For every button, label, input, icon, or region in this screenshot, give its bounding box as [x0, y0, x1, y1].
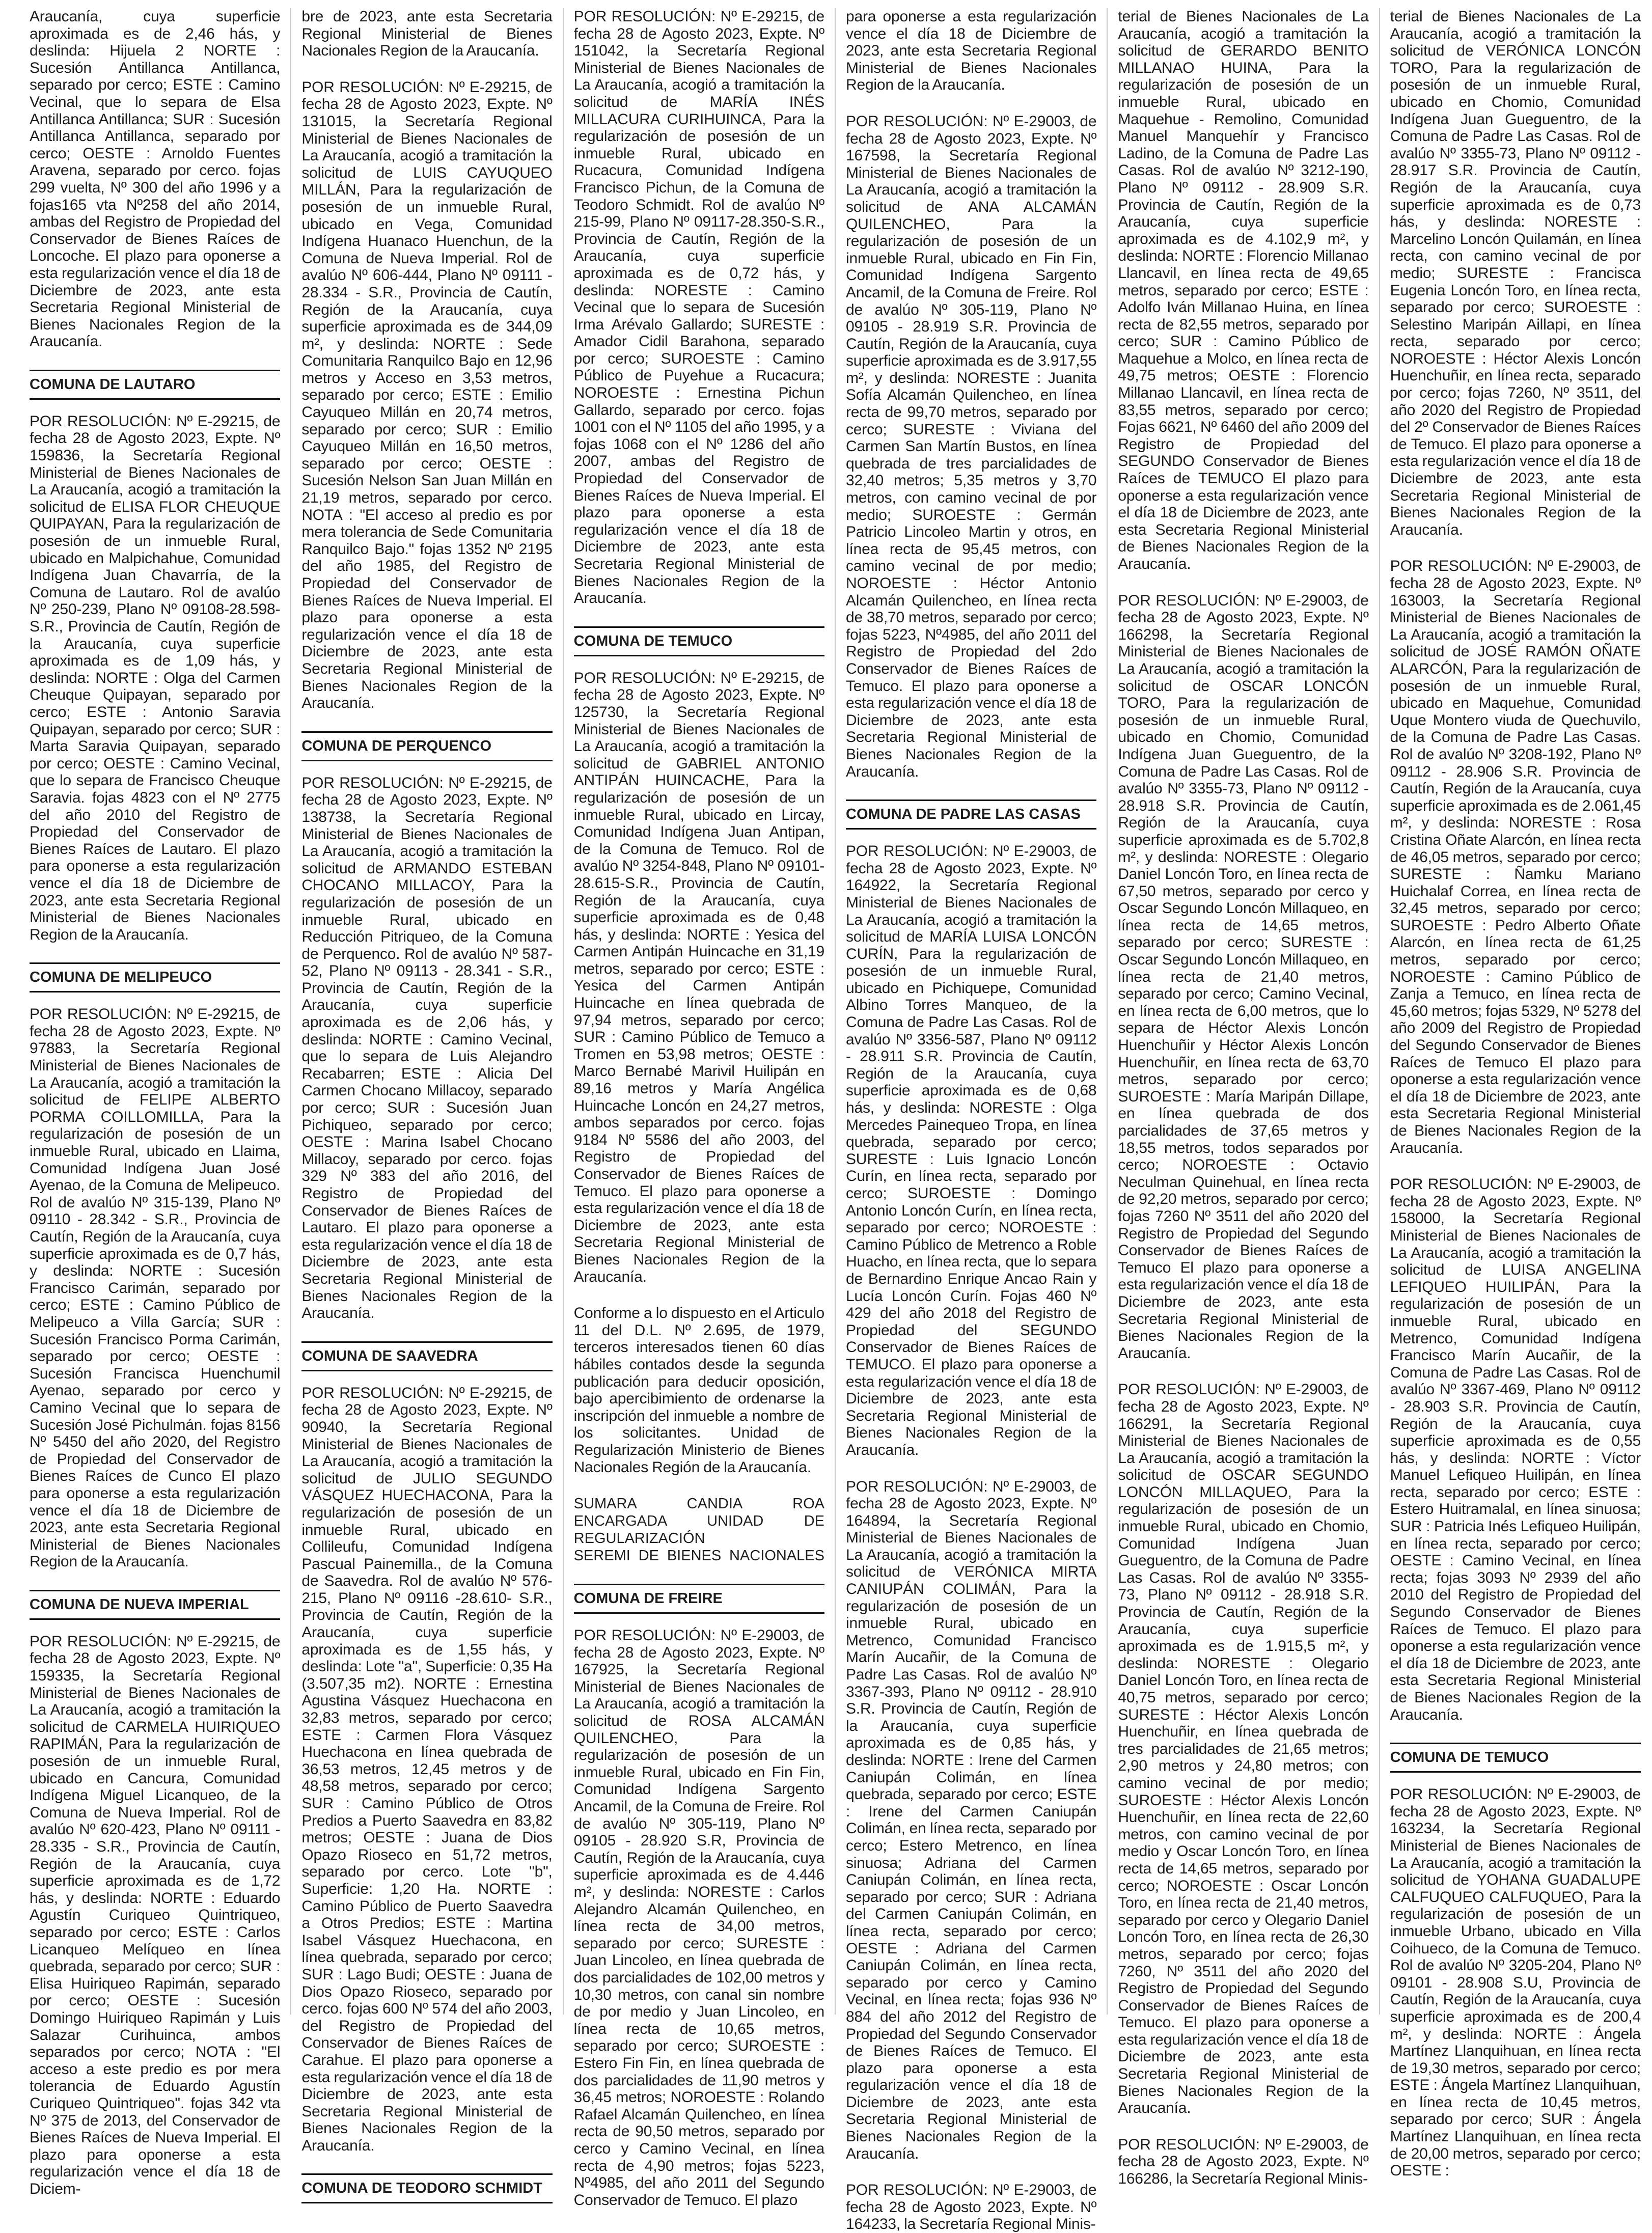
column-3 [573, 8, 824, 2209]
notice-paragraph: POR RESOLUCIÓN: Nº E-29003, de fecha 28 de Agosto 2023, Expte. Nº 167598, la Secretaría Regional Ministerial de Bienes Nacionales de La Araucanía, acogió a tramitación la solicitud de ANA ALCAMÁN QUILENCHEO, Para la regularización de posesión de un inmueble Rural, ubicado en Fin Fin, Comunidad Indígena Sargento Ancamil, de la Comuna de Freire. Rol de avalúo Nº 305-119, Plano Nº 09105 - 28.919 S.R. Provincia de Cautín, Región de la Araucanía, cuya superficie aproximada es de 3.917,55 m², y deslinda: NORESTE : Juanita Sofía Alcamán Quilencheo, en línea recta de 99,70 metros, separado por cerco; SURESTE : Viviana del Carmen San Martín Bustos, en línea quebrada de tres parcialidades de 32,40 metros; 5,35 metros y 3,70 metros, con camino vecinal de por medio; SUROESTE : Germán Patricio Lincoleo Martin y otros, en línea recta de 95,45 metros, con camino vecinal de por medio; NOROESTE : Héctor Antonio Alcamán Quilencheo, en línea recta de 38,70 metros, separado por cerco; fojas 5223, Nº4985, del año 2011 del Registro de Propiedad del 2do Conservador de Bienes Raíces de Temuco. El plazo para oponerse a esta regularización vence el día 18 de Diciembre de 2023, ante esta Secretaria Regional Ministerial de Bienes Nacionales Region de la Araucanía. [846, 113, 1097, 780]
comuna-heading: COMUNA DE SAAVEDRA [301, 1341, 552, 1371]
column-5 [1118, 8, 1369, 2188]
notice-paragraph: POR RESOLUCIÓN: Nº E-29215, de fecha 28 de Agosto 2023, Expte. Nº 151042, la Secretaría Regional Ministerial de Bienes Nacionales de La Araucanía, acogió a tramitación la solicitud de MARÍA INÉS MILLACURA CURIHUINCA, Para la regularización de posesión de un inmueble Rural, ubicado en Rucacura, Comunidad Indígena Francisco Pichun, de la Comuna de Teodoro Schmidt. Rol de avalúo Nº 215-99, Plano Nº 09117-28.350-S.R., Provincia de Cautín, Región de la Araucanía, cuya superficie aproximada es de 0,72 hás, y deslinda: NORESTE : Camino Vecinal que lo separa de Sucesión Irma Arévalo Gallardo; SURESTE : Amador Cidil Barahona, separado por cerco; SUROESTE : Camino Público de Puyehue a Rucacura; NOROESTE : Ernestina Pichun Gallardo, separado por cerco. fojas 1001 con el Nº 1105 del año 1995, y a fojas 1068 con el Nº 1286 del año 2007, ambas del Registro de Propiedad del Conservador de Bienes Raíces de Nueva Imperial. El plazo para oponerse a esta regularización vence el día 18 de Diciembre de 2023, ante esta Secretaria Regional Ministerial de Bienes Nacionales Region de la Araucanía. [573, 8, 824, 607]
notice-paragraph: terial de Bienes Nacionales de La Araucanía, acogió a tramitación la solicitud de GERARDO BENITO MILLANAO HUINA, Para la regularización de posesión de un inmueble Rural, ubicado en Maquehue - Remolino, Comunidad Manuel Manquehír y Francisco Ladino, de la Comuna de Padre Las Casas. Rol de avalúo Nº 3212-190, Plano Nº 09112 - 28.909 S.R. Provincia de Cautín, Región de la Araucanía, cuya superficie aproximada es de 4.102,9 m², y deslinda: NORTE : Florencio Millanao Llancavil, en línea recta de 49,65 metros, separado por cerco; ESTE : Adolfo Iván Millanao Huina, en línea recta de 82,55 metros, separado por cerco; SUR : Camino Público de Maquehue a Molco, en línea recta de 49,75 metros; OESTE : Florencio Millanao Llancavil, en línea recta de 83,55 metros, separado por cerco; Fojas 6621, Nº 6460 del año 2009 del Registro de Propiedad del SEGUNDO Conservador de Bienes Raíces de TEMUCO El plazo para oponerse a esta regularización vence el día 18 de Diciembre de 2023, ante esta Secretaria Regional Ministerial de Bienes Nacionales Region de la Araucanía. [1118, 8, 1369, 572]
signature-line: SUMARA CANDIA ROA [573, 1496, 824, 1512]
notice-paragraph: POR RESOLUCIÓN: Nº E-29215, de fecha 28 de Agosto 2023, Expte. Nº 159836, la Secretaría Regional Ministerial de Bienes Nacionales de La Araucanía, acogió a tramitación la solicitud de ELISA FLOR CHEUQUE QUIPAYAN, Para la regularización de posesión de un inmueble Rural, ubicado en Malpichahue, Comunidad Indígena Juan Chavarría, de la Comuna de Lautaro. Rol de avalúo Nº 250-239, Plano Nº 09108-28.598-S.R., Provincia de Cautín, Región de la Araucanía, cuya superficie aproximada es de 1,09 hás, y deslinda: NORTE : Olga del Carmen Cheuque Quipayan, separado por cerco; ESTE : Antonio Saravia Quipayan, separado por cerco; SUR : Marta Saravia Quipayan, separado por cerco; OESTE : Camino Vecinal, que lo separa de Francisco Cheuque Saravia. fojas 4823 con el Nº 2775 del año 2010 del Registro de Propiedad del Conservador de Bienes Raíces de Lautaro. El plazo para oponerse a esta regularización vence el día 18 de Diciembre de 2023, ante esta Secretaria Regional Ministerial de Bienes Nacionales Region de la Araucanía. [30, 412, 281, 943]
notice-paragraph: POR RESOLUCIÓN: Nº E-29003, de fecha 28 de Agosto 2023, Expte. Nº 158000, la Secretaría Regional Ministerial de Bienes Nacionales de La Araucanía, acogió a tramitación la solicitud de LUISA ANGELINA LEFIQUEO HUILIPÁN, Para la regularización de posesión de un inmueble Rural, ubicado en Metrenco, Comunidad Indígena Francisco Marín Aucañir, de la Comuna de Padre Las Casas. Rol de avalúo Nº 3367-469, Plano Nº 09112 - 28.903 S.R. Provincia de Cautín, Región de la Araucanía, cuya superficie aproximada es de 0,55 hás, y deslinda: NORTE : Víctor Manuel Lefiqueo Huilipán, en línea recta, separado por cerco; ESTE : Estero Huitramalal, en línea sinuosa; SUR : Patricia Inés Lefiqueo Huilipán, en línea recta, separado por cerco; OESTE : Camino Vecinal, en línea recta; fojas 3093 Nº 2939 del año 2010 del Registro de Propiedad del Segundo Conservador de Bienes Raíces de Temuco. El plazo para oponerse a esta regularización vence el día 18 de Diciembre de 2023, ante esta Secretaria Regional Ministerial de Bienes Nacionales Region de la Araucanía. [1390, 1176, 1641, 1723]
notice-paragraph: POR RESOLUCIÓN: Nº E-29215, de fecha 28 de Agosto 2023, Expte. Nº 131015, la Secretaría Regional Ministerial de Bienes Nacionales de La Araucanía, acogió a tramitación la solicitud de LUIS CAYUQUEO MILLÁN, Para la regularización de posesión de un inmueble Rural, ubicado en Vega, Comunidad Indígena Huanaco Huenchun, de la Comuna de Nueva Imperial. Rol de avalúo Nº 606-444, Plano Nº 09111 - 28.334 - S.R., Provincia de Cautín, Región de la Araucanía, cuya superficie aproximada es de 344,09 m², y deslinda: NORTE : Sede Comunitaria Ranquilco Bajo en 12,96 metros y Acceso en 3,53 metros, separado por cerco; ESTE : Emilio Cayuqueo Millán en 20,74 metros, separado por cerco; SUR : Emilio Cayuqueo Millán en 16,50 metros, separado por cerco; OESTE : Sucesión Nelson San Juan Millán en 21,19 metros, separado por cerco. NOTA : "El acceso al predio es por mera tolerancia de Sede Comunitaria Ranquilco Bajo." fojas 1352 Nº 2195 del año 1985, del Registro de Propiedad del Conservador de Bienes Raíces de Nueva Imperial. El plazo para oponerse a esta regularización vence el día 18 de Diciembre de 2023, ante esta Secretaria Regional Ministerial de Bienes Nacionales Region de la Araucanía. [301, 78, 553, 712]
signature-block [574, 1495, 824, 1564]
notice-paragraph: POR RESOLUCIÓN: Nº E-29215, de fecha 28 de Agosto 2023, Expte. Nº 125730, la Secretaría Regional Ministerial de Bienes Nacionales de La Araucanía, acogió a tramitación la solicitud de GABRIEL ANTONIO ANTIPÁN HUINCACHE, Para la regularización de posesión de un inmueble Rural, ubicado en Lircay, Comunidad Indígena Juan Antipan, de la Comuna de Temuco. Rol de avalúo Nº 3254-848, Plano Nº 09101-28.615-S.R., Provincia de Cautín, Región de la Araucanía, cuya superficie aproximada es de 0,48 hás, y deslinda: NORTE : Yesica del Carmen Antipán Huincache en 31,19 metros, separado por cerco; ESTE : Yesica del Carmen Antipán Huincache en línea quebrada de 97,94 metros, separado por cerco; SUR : Camino Público de Temuco a Tromen en 53,98 metros; OESTE : Marco Bernabé Marivil Huilipán en 89,16 metros y María Angélica Huincache Loncón en 24,27 metros, ambos separados por cerco. fojas 9184 Nº 5586 del año 2003, del Registro de Propiedad del Conservador de Bienes Raíces de Temuco. El plazo para oponerse a esta regularización vence el día 18 de Diciembre de 2023, ante esta Secretaria Regional Ministerial de Bienes Nacionales Region de la Araucanía. [573, 669, 824, 1285]
comuna-heading: COMUNA DE LAUTARO [30, 370, 280, 400]
comuna-heading: COMUNA DE TEMUCO [1390, 1743, 1641, 1773]
comuna-heading: COMUNA DE TEMUCO [574, 626, 824, 656]
column-6 [1390, 8, 1641, 2180]
column-1 [30, 8, 281, 2197]
notice-paragraph: POR RESOLUCIÓN: Nº E-29003, de fecha 28 de Agosto 2023, Expte. Nº 167925, la Secretaría Regional Ministerial de Bienes Nacionales de La Araucanía, acogió a tramitación la solicitud de ROSA ALCAMÁN QUILENCHEO, Para la regularización de posesión de un inmueble Rural, ubicado en Fin Fin, Comunidad Indígena Sargento Ancamil, de la Comuna de Freire. Rol de avalúo Nº 305-119, Plano Nº 09105 - 28.920 S.R, Provincia de Cautín, Región de la Araucanía, cuya superficie aproximada es de 4.446 m², y deslinda: NORESTE : Carlos Alejandro Alcamán Quilencheo, en línea recta de 34,00 metros, separado por cerco; SURESTE : Juan Lincoleo, en línea quebrada de dos parcialidades de 102,00 metros y 10,30 metros, con canal sin nombre de por medio y Juan Lincoleo, en línea recta de 10,65 metros, separado por cerco; SUROESTE : Estero Fin Fin, en línea quebrada de dos parcialidades de 11,90 metros y 36,45 metros; NOROESTE : Rolando Rafael Alcamán Quilencheo, en línea recta de 90,50 metros, separado por cerco y Camino Vecinal, en línea recta de 4,90 metros; fojas 5223, Nº4985, del año 2011 del Segundo Conservador de Temuco. El plazo [573, 1627, 824, 2209]
notice-paragraph: terial de Bienes Nacionales de La Araucanía, acogió a tramitación la solicitud de VERÓNICA LONCÓN TORO, Para la regularización de posesión de un inmueble Rural, ubicado en Chomio, Comunidad Indígena Juan Gueguentro, de la Comuna de Padre Las Casas. Rol de avalúo Nº 3355-73, Plano Nº 09112 - 28.917 S.R. Provincia de Cautín, Región de la Araucanía, cuya superficie aproximada es de 0,73 hás, y deslinda: NORESTE : Marcelino Loncón Quilamán, en línea recta, con camino vecinal de por medio; SURESTE : Francisca Eugenia Loncón Toro, en línea recta, separado por cerco; SUROESTE : Selestino Maripán Aillapi, en línea recta, separado por cerco; NOROESTE : Héctor Alexis Loncón Huenchuñir, en línea recta, separado por cerco; fojas 7260, Nº 3511, del año 2020 del Registro de Propiedad del 2º Conservador de Bienes Raíces de Temuco. El plazo para oponerse a esta regularización vence el día 18 de Diciembre de 2023, ante esta Secretaria Regional Ministerial de Bienes Nacionales Region de la Araucanía. [1390, 8, 1641, 538]
comuna-heading: COMUNA DE MELIPEUCO [30, 962, 280, 993]
signature-line: SEREMI DE BIENES NACIONALES [573, 1548, 824, 1564]
notice-paragraph: POR RESOLUCIÓN: Nº E-29003, de fecha 28 de Agosto 2023, Expte. Nº 163234, la Secretaría Regional Ministerial de Bienes Nacionales de La Araucanía, acogió a tramitación la solicitud de YOHANA GUADALUPE CALFUQUEO CALFUQUEO, Para la regularización de posesión de un inmueble Urbano, ubicado en Villa Coihueco, de la Comuna de Temuco. Rol de avalúo Nº 3205-204, Plano Nº 09101 - 28.908 S.U, Provincia de Cautín, Región de la Araucanía, cuya superficie aproximada es de 200,4 m², y deslinda: NORTE : Ángela Martínez Llanquihuan, en línea recta de 19,30 metros, separado por cerco; ESTE : Ángela Martínez Llanquihuan, en línea recta de 10,45 metros, separado por cerco; SUR : Ángela Martínez Llanquihuan, en línea recta de 20,00 metros, separado por cerco; OESTE : [1390, 1786, 1641, 2180]
notice-paragraph: POR RESOLUCIÓN: Nº E-29003, de fecha 28 de Agosto 2023, Expte. Nº 163003, la Secretaría Regional Ministerial de Bienes Nacionales de La Araucanía, acogió a tramitación la solicitud de JOSÉ RAMÓN OÑATE ALARCÓN, Para la regularización de posesión de un inmueble Rural, ubicado en Maquehue, Comunidad Uque Montero viuda de Quechuvilo, de la Comuna de Padre Las Casas. Rol de avalúo Nº 3208-192, Plano Nº 09112 - 28.906 S.R. Provincia de Cautín, Región de la Araucanía, cuya superficie aproximada es de 2.061,45 m², y deslinda: NORESTE : Rosa Cristina Oñate Alarcón, en línea recta de 46,05 metros, separado por cerco; SURESTE : Ñamku Mariano Huichalaf Correa, en línea recta de 32,45 metros, separado por cerco; SUROESTE : Pedro Alberto Oñate Alarcón, en línea recta de 61,25 metros, separado por cerco; NOROESTE : Camino Público de Zanja a Temuco, en línea recta de 45,60 metros; fojas 5329, Nº 5278 del año 2009 del Registro de Propiedad del Segundo Conservador de Bienes Raíces de Temuco El plazo para oponerse a esta regularización vence el día 18 de Diciembre de 2023, ante esta Secretaria Regional Ministerial de Bienes Nacionales Region de la Araucanía. [1390, 558, 1641, 1156]
notice-paragraph: POR RESOLUCIÓN: Nº E-29003, de fecha 28 de Agosto 2023, Expte. Nº 164922, la Secretaría Regional Ministerial de Bienes Nacionales de La Araucanía, acogió a tramitación la solicitud de MARÍA LUISA LONCÓN CURÍN, Para la regularización de posesión de un inmueble Rural, ubicado en Pichiquepe, Comunidad Albino Torres Manqueo, de la Comuna de Padre Las Casas. Rol de avalúo Nº 3356-587, Plano Nº 09112 - 28.911 S.R. Provincia de Cautín, Región de la Araucanía, cuya superficie aproximada es de 0,68 hás, y deslinda: NORESTE : Olga Mercedes Painequeo Tropa, en línea quebrada, separado por cerco; SURESTE : Luis Ignacio Loncón Curín, en línea recta, separado por cerco; SUROESTE : Domingo Antonio Loncón Curín, en línea recta, separado por cerco; NOROESTE : Camino Público de Metrenco a Roble Huacho, en línea recta, que lo separa de Bernardino Enrique Ancao Rain y Lucía Loncón Curín. Fojas 460 Nº 429 del año 2018 del Registro de Propiedad del SEGUNDO Conservador de Bienes Raíces de TEMUCO. El plazo para oponerse a esta regularización vence el día 18 de Diciembre de 2023, ante esta Secretaria Regional Ministerial de Bienes Nacionales Region de la Araucanía. [846, 843, 1097, 1458]
notice-paragraph: para oponerse a esta regularización vence el día 18 de Diciembre de 2023, ante esta Secretaria Regional Ministerial de Bienes Nacionales Region de la Araucanía. [846, 8, 1097, 94]
column-4 [846, 8, 1097, 2233]
signature-line: REGULARIZACIÓN [573, 1530, 705, 1547]
comuna-heading: COMUNA DE PADRE LAS CASAS [846, 800, 1096, 830]
notice-paragraph: POR RESOLUCIÓN: Nº E-29215, de fecha 28 de Agosto 2023, Expte. Nº 138738, la Secretaría Regional Ministerial de Bienes Nacionales de La Araucanía, acogió a tramitación la solicitud de ARMANDO ESTEBAN CHOCANO MILLACOY, Para la regularización de posesión de un inmueble Rural, ubicado en Reducción Pitriqueo, de la Comuna de Perquenco. Rol de avalúo Nº 587-52, Plano Nº 09113 - 28.341 - S.R., Provincia de Cautín, Región de la Araucanía, cuya superficie aproximada es de 2,06 hás, y deslinda: NORTE : Camino Vecinal, que lo separa de Luis Alejandro Recabarren; ESTE : Alicia Del Carmen Chocano Millacoy, separado por cerco; SUR : Sucesión Juan Pichiqueo, separado por cerco; OESTE : Marina Isabel Chocano Millacoy, separado por cerco. fojas 329 Nº 383 del año 2016, del Registro de Propiedad del Conservador de Bienes Raíces de Lautaro. El plazo para oponerse a esta regularización vence el día 18 de Diciembre de 2023, ante esta Secretaria Regional Ministerial de Bienes Nacionales Region de la Araucanía. [301, 774, 553, 1322]
notice-paragraph: POR RESOLUCIÓN: Nº E-29003, de fecha 28 de Agosto 2023, Expte. Nº 164894, la Secretaría Regional Ministerial de Bienes Nacionales de La Araucanía, acogió a tramitación la solicitud de VERÓNICA MIRTA CANIUPÁN COLIMÁN, Para la regularización de posesión de un inmueble Rural, ubicado en Metrenco, Comunidad Francisco Marín Aucañir, de la Comuna de Padre Las Casas. Rol de avalúo Nº 3367-393, Plano Nº 09112 - 28.910 S.R. Provincia de Cautín, Región de la Araucanía, cuya superficie aproximada es de 0,85 hás, y deslinda: NORTE : Irene del Carmen Caniupán Colimán, en línea quebrada, separado por cerco; ESTE : Irene del Carmen Caniupán Colimán, en línea recta, separado por cerco; Estero Metrenco, en línea sinuosa; Adriana del Carmen Caniupán Colimán, en línea recta, separado por cerco; SUR : Adriana del Carmen Caniupán Colimán, en línea recta, separado por cerco; OESTE : Adriana del Carmen Caniupán Colimán, en línea recta, separado por cerco y Camino Vecinal, en línea recta; fojas 936 Nº 884 del año 2012 del Registro de Propiedad del Segundo Conservador de Bienes Raíces de Temuco. El plazo para oponerse a esta regularización vence el día 18 de Diciembre de 2023, ante esta Secretaria Regional Ministerial de Bienes Nacionales Region de la Araucanía. [846, 1478, 1097, 2162]
notice-paragraph: bre de 2023, ante esta Secretaria Regional Ministerial de Bienes Nacionales Region de la Araucanía. [301, 8, 553, 60]
comuna-heading: COMUNA DE PERQUENCO [301, 731, 552, 761]
notice-paragraph: POR RESOLUCIÓN: Nº E-29003, de fecha 28 de Agosto 2023, Expte. Nº 166291, la Secretaría Regional Ministerial de Bienes Nacionales de La Araucanía, acogió a tramitación la solicitud de OSCAR SEGUNDO LONCÓN MILLAQUEO, Para la regularización de posesión de un inmueble Rural, ubicado en Chomio, Comunidad Indígena Juan Gueguentro, de la Comuna de Padre Las Casas. Rol de avalúo Nº 3355-73, Plano Nº 09112 - 28.918 S.R. Provincia de Cautín, Región de la Araucanía, cuya superficie aproximada es de 1.915,5 m², y deslinda: NORESTE : Olegario Daniel Loncón Toro, en línea recta de 40,75 metros, separado por cerco; SURESTE : Héctor Alexis Loncón Huenchuñir, en línea quebrada de tres parcialidades de 21,65 metros; 2,90 metros y 24,80 metros; con camino vecinal de por medio; SUROESTE : Héctor Alexis Loncón Huenchuñir, en línea recta de 22,60 metros, con camino vecinal de por medio y Oscar Loncón Toro, en línea recta de 14,65 metros, separado por cerco; NOROESTE : Oscar Loncón Toro, en línea recta de 21,40 metros, separado por cerco y Olegario Daniel Loncón Toro, en línea recta de 26,30 metros, separado por cerco; fojas 7260, Nº 3511 del año 2020 del Registro de Propiedad del Segundo Conservador de Bienes Raíces de Temuco. El plazo para oponerse a esta regularización vence el día 18 de Diciembre de 2023, ante esta Secretaria Regional Ministerial de Bienes Nacionales Region de la Araucanía. [1118, 1381, 1369, 2117]
notice-paragraph: POR RESOLUCIÓN: Nº E-29215, de fecha 28 de Agosto 2023, Expte. Nº 97883, la Secretaría Regional Ministerial de Bienes Nacionales de La Araucanía, acogió a tramitación la solicitud de FELIPE ALBERTO PORMA COILLOMILLA, Para la regularización de posesión de un inmueble Rural, ubicado en Llaima, Comunidad Indígena Juan José Ayenao, de la Comuna de Melipeuco. Rol de avalúo Nº 315-139, Plano Nº 09110 - 28.342 - S.R., Provincia de Cautín, Región de la Araucanía, cuya superficie aproximada es de 0,7 hás, y deslinda: NORTE : Sucesión Francisco Carimán, separado por cerco; ESTE : Camino Público de Melipeuco a Villa García; SUR : Sucesión Francisco Porma Carimán, separado por cerco; OESTE : Sucesión Francisca Huenchumil Ayenao, separado por cerco y Camino Vecinal que lo separa de Sucesión José Pichulmán. fojas 8156 Nº 5450 del año 2020, del Registro de Propiedad del Conservador de Bienes Raíces de Cunco El plazo para oponerse a esta regularización vence el día 18 de Diciembre de 2023, ante esta Secretaria Regional Ministerial de Bienes Nacionales Region de la Araucanía. [30, 1006, 281, 1570]
notice-paragraph: POR RESOLUCIÓN: Nº E-29215, de fecha 28 de Agosto 2023, Expte. Nº 159335, la Secretaría Regional Ministerial de Bienes Nacionales de La Araucanía, acogió a tramitación la solicitud de CARMELA HUIRIQUEO RAPIMÁN, Para la regularización de posesión de un inmueble Rural, ubicado en Cancura, Comunidad Indígena Miguel Licanqueo, de la Comuna de Nueva Imperial. Rol de avalúo Nº 620-423, Plano Nº 09111 - 28.335 - S.R., Provincia de Cautín, Región de la Araucanía, cuya superficie aproximada es de 1,72 hás, y deslinda: NORTE : Eduardo Agustín Curiqueo Quintriqueo, separado por cerco; ESTE : Carlos Licanqueo Melíqueo en línea quebrada, separado por cerco; SUR : Elisa Huiriqueo Rapimán, separado por cerco; OESTE : Sucesión Domingo Huiriqueo Rapimán y Luis Salazar Curihuinca, ambos separados por cerco; NOTA : "El acceso a este predio es por mera tolerancia de Eduardo Agustín Curiqueo Quintriqueo". fojas 342 vta Nº 375 de 2013, del Conservador de Bienes Raíces de Nueva Imperial. El plazo para oponerse a esta regularización vence el día 18 de Diciem- [30, 1633, 281, 2197]
signature-line: ENCARGADA UNIDAD DE [573, 1513, 824, 1530]
notice-paragraph: POR RESOLUCIÓN: Nº E-29003, de fecha 28 de Agosto 2023, Expte. Nº 164233, la Secretaría Regional Minis- [846, 2182, 1097, 2233]
notice-paragraph: Conforme a lo dispuesto en el Articulo 11 del D.L. Nº 2.695, de 1979, terceros interesados tienen 60 días hábiles contados desde la segunda publicación para deducir oposición, bajo apercibimiento de ordenarse la inscripción del inmueble a nombre de los solicitantes. Unidad de Regularización Ministerio de Bienes Nacionales Región de la Araucanía. [573, 1305, 824, 1476]
comuna-heading: COMUNA DE NUEVA IMPERIAL [30, 1590, 280, 1620]
notice-paragraph: POR RESOLUCIÓN: Nº E-29003, de fecha 28 de Agosto 2023, Expte. Nº 166298, la Secretaría Regional Ministerial de Bienes Nacionales de La Araucanía, acogió a tramitación la solicitud de OSCAR LONCÓN TORO, Para la regularización de posesión de un inmueble Rural, ubicado en Chomio, Comunidad Indígena Juan Gueguentro, de la Comuna de Padre Las Casas. Rol de avalúo Nº 3355-73, Plano Nº 09112 - 28.918 S.R. Provincia de Cautín, Región de la Araucanía, cuya superficie aproximada es de 5.702,8 m², y deslinda: NORESTE : Olegario Daniel Loncón Toro, en línea recta de 67,50 metros, separado por cerco y Oscar Segundo Loncón Millaqueo, en línea recta de 14,65 metros, separado por cerco; SURESTE : Oscar Segundo Loncón Millaqueo, en línea recta de 21,40 metros, separado por cerco; Camino Vecinal, en línea recta de 6,00 metros, que lo separa de Héctor Alexis Loncón Huenchuñir y Héctor Alexis Loncón Huenchuñir, en línea recta de 63,70 metros, separado por cerco; SUROESTE : María Maripán Dillape, en línea quebrada de dos parcialidades de 37,65 metros y 18,55 metros, todos separados por cerco; NOROESTE : Octavio Neculman Quinehual, en línea recta de 92,20 metros, separado por cerco; fojas 7260 Nº 3511 del año 2020 del Registro de Propiedad del Segundo Conservador de Bienes Raíces de Temuco El plazo para oponerse a esta regularización vence el día 18 de Diciembre de 2023, ante esta Secretaria Regional Ministerial de Bienes Nacionales Region de la Araucanía. [1118, 592, 1369, 1362]
notice-paragraph: POR RESOLUCIÓN: Nº E-29215, de fecha 28 de Agosto 2023, Expte. Nº 90940, la Secretaría Regional Ministerial de Bienes Nacionales de La Araucanía, acogió a tramitación la solicitud de JULIO SEGUNDO VÁSQUEZ HUECHACONA, Para la regularización de posesión de un inmueble Rural, ubicado en Collileufu, Comunidad Indígena Pascual Painemilla., de la Comuna de Saavedra. Rol de avalúo Nº 576-215, Plano Nº 09116 -28.610- S.R., Provincia de Cautín, Región de la Araucanía, cuya superficie aproximada es de 1,55 hás, y deslinda: Lote "a", Superficie: 0,35 Ha (3.507,35 m2). NORTE : Ernestina Agustina Vásquez Huechacona en 32,83 metros, separado por cerco; ESTE : Carmen Flora Vásquez Huechacona en línea quebrada de 36,53 metros, 12,45 metros y de 48,58 metros, separado por cerco; SUR : Camino Público de Otros Predios a Puerto Saavedra en 83,82 metros; OESTE : Juana de Dios Opazo Rioseco en 51,72 metros, separado por cerco. Lote "b", Superficie: 1,20 Ha. NORTE : Camino Público de Puerto Saavedra a Otros Predios; ESTE : Martina Isabel Vásquez Huechacona, en línea quebrada, separado por cerco; SUR : Lago Budi; OESTE : Juana de Dios Opazo Rioseco, separado por cerco. fojas 600 Nº 574 del año 2003, del Registro de Propiedad del Conservador de Bienes Raíces de Carahue. El plazo para oponerse a esta regularización vence el día 18 de Diciembre de 2023, ante esta Secretaria Regional Ministerial de Bienes Nacionales Region de la Araucanía. [301, 1384, 553, 2154]
column-2 [301, 8, 553, 2197]
notice-paragraph: POR RESOLUCIÓN: Nº E-29003, de fecha 28 de Agosto 2023, Expte. Nº 166286, la Secretaría Regional Minis- [1118, 2136, 1369, 2188]
comuna-heading: COMUNA DE TEODORO SCHMIDT [301, 2173, 552, 2203]
notice-paragraph: Araucanía, cuya superficie aproximada es de 2,46 hás, y deslinda: Hijuela 2 NORTE : Sucesión Antillanca Antillanca, separado por cerco; ESTE : Camino Vecinal, que lo separa de Elsa Antillanca Antillanca; SUR : Sucesión Antillanca Antillanca, separado por cerco; OESTE : Arnoldo Fuentes Aravena, separado por cerco. fojas 299 vuelta, Nº 300 del año 1996 y a fojas165 vta Nº258 del año 2014, ambas del Registro de Propiedad del Conservador de Bienes Raíces de Loncoche. El plazo para oponerse a esta regularización vence el día 18 de Diciembre de 2023, ante esta Secretaria Regional Ministerial de Bienes Nacionales Region de la Araucanía. [30, 8, 281, 350]
comuna-heading: COMUNA DE FREIRE [574, 1584, 824, 1614]
